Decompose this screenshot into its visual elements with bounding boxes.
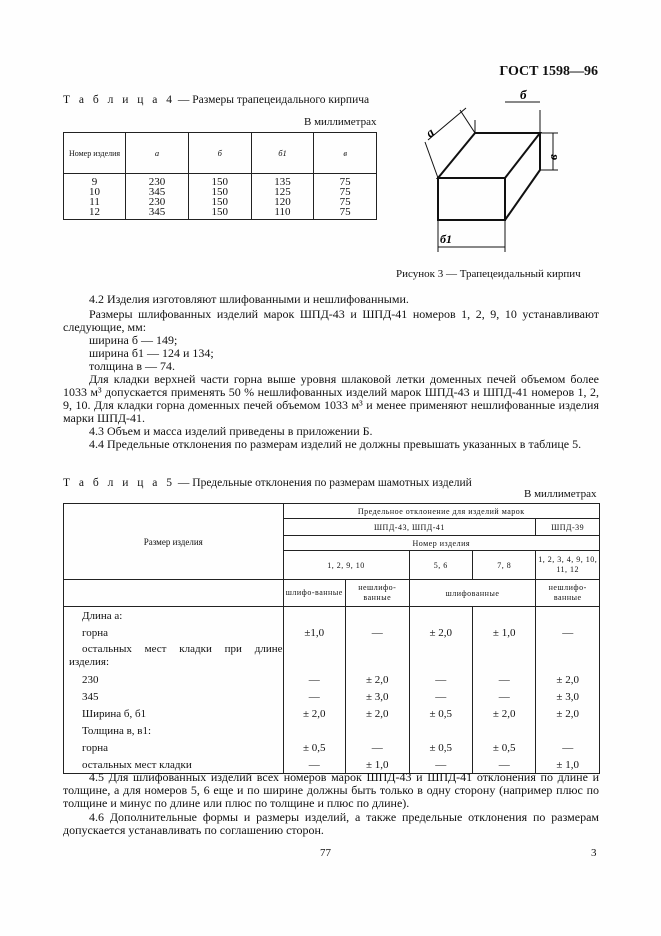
paragraph-4-4: 4.4 Предельные отклонения по размерам изделий не должны превышать указанных в таблице 5.	[89, 437, 582, 451]
row-label: Толщина в, в1:	[64, 722, 284, 739]
table-cell: ± 3,0	[536, 688, 600, 705]
table-cell: ± 0,5	[283, 739, 345, 756]
table-cell: —	[345, 624, 409, 641]
width-value: ширина б — 149;	[89, 333, 178, 347]
width1-value: ширина б1 — 124 и 134;	[89, 346, 214, 360]
table-cell: ± 2,0	[345, 705, 409, 722]
table-row	[64, 688, 600, 705]
table-cell: 230	[126, 174, 189, 188]
table5	[63, 503, 600, 774]
table5-header-n4: 1, 2, 3, 4, 9, 10, 11, 12	[536, 551, 600, 580]
table-cell: —	[283, 756, 345, 774]
table-cell: 230	[126, 197, 189, 207]
table-cell: —	[472, 688, 535, 705]
table-row	[64, 722, 600, 739]
row-label: Ширина б, б1	[64, 705, 284, 722]
table-cell: 110	[251, 207, 314, 220]
table-row	[64, 641, 600, 671]
table-cell: ± 1,0	[345, 756, 409, 774]
table-cell	[283, 641, 345, 671]
table-cell: 150	[188, 174, 251, 188]
table-cell: 135	[251, 174, 314, 188]
thickness-value: толщина в — 74.	[89, 359, 175, 373]
table4-header-a: а	[126, 133, 189, 174]
table-cell	[409, 607, 472, 625]
table-cell: ± 3,0	[345, 688, 409, 705]
table-cell: 75	[314, 174, 377, 188]
table-cell	[345, 722, 409, 739]
row-label: остальных мест кладки	[64, 756, 284, 774]
table-cell	[409, 722, 472, 739]
table-cell: ± 0,5	[472, 739, 535, 756]
label-a: а	[422, 124, 437, 141]
row-label: остальных мест кладки при длине изделия:	[64, 641, 284, 671]
table5-header-n3: 7, 8	[472, 551, 535, 580]
table5-header-unground2: нешлифо-ванные	[536, 580, 600, 607]
table-cell: 120	[251, 197, 314, 207]
table-cell	[536, 607, 600, 625]
table4-units: В миллиметрах	[304, 116, 377, 128]
table-cell: —	[283, 671, 345, 688]
table-cell	[472, 607, 535, 625]
table-cell: 12	[64, 207, 126, 220]
table-cell: 345	[126, 187, 189, 197]
row-label: горна	[64, 624, 284, 641]
brick-side-edge	[505, 133, 540, 220]
row-label: горна	[64, 739, 284, 756]
table-cell: —	[536, 624, 600, 641]
table-cell: —	[536, 739, 600, 756]
table-row	[64, 705, 600, 722]
table-cell: 345	[126, 207, 189, 220]
table-cell	[472, 641, 535, 671]
table4-caption-prefix: Т а б л и ц а 4	[63, 94, 176, 106]
table-cell: 11	[64, 197, 126, 207]
brick-top-face	[438, 133, 540, 178]
row-label: Длина а:	[64, 607, 284, 625]
table4-header-v: в	[314, 133, 377, 174]
row-label: 345	[64, 688, 284, 705]
table-row	[64, 624, 600, 641]
table5-header-shpd39: ШПД-39	[536, 519, 600, 536]
table-cell	[536, 641, 600, 671]
table-row	[64, 207, 377, 220]
table-cell: ± 0,5	[409, 739, 472, 756]
table-row	[64, 607, 600, 625]
table5-header-number: Номер изделия	[283, 536, 599, 551]
paragraph-4-5: 4.5 Для шлифованных изделий всех номеров марок ШПД-43 и ШПД-41 отклонения по длине и толщине, а для номеров 5, 6 еще и по ширине должны быть только в одну сторону (например плюс по толщине и минус по длине или плюс по толщине и плюс по длине).	[63, 770, 599, 810]
table-cell	[283, 607, 345, 625]
label-b1: б1	[440, 232, 452, 246]
table-cell: —	[409, 671, 472, 688]
table5-header-ground: шлифо-ванные	[283, 580, 345, 607]
table-cell: ± 2,0	[536, 671, 600, 688]
table5-header-shpd4341: ШПД-43, ШПД-41	[283, 519, 536, 536]
table5-header-ground2: шлифованные	[409, 580, 536, 607]
table5-header-deviation: Предельное отклонение для изделий марок	[283, 504, 599, 519]
standard-number: ГОСТ 1598—96	[499, 64, 598, 79]
paragraph-4-2: 4.2 Изделия изготовляют шлифованными и нешлифованными.	[89, 292, 409, 306]
table-cell: —	[472, 671, 535, 688]
table-cell	[409, 641, 472, 671]
table-row	[64, 739, 600, 756]
table-cell: 9	[64, 174, 126, 188]
table-cell	[345, 641, 409, 671]
table5-header-n2: 5, 6	[409, 551, 472, 580]
page-number-right: 3	[591, 847, 597, 859]
page-number-center: 77	[320, 847, 331, 859]
table5-caption-prefix: Т а б л и ц а 5	[63, 477, 176, 489]
table-cell: ± 2,0	[345, 671, 409, 688]
table5-units: В миллиметрах	[524, 488, 597, 500]
table-cell: —	[409, 688, 472, 705]
figure3-caption: Рисунок 3 — Трапецеидальный кирпич	[396, 268, 581, 280]
trapezoidal-brick-figure	[400, 80, 600, 260]
table5-caption-text: — Предельные отклонения по размерам шамотных изделий	[175, 477, 472, 489]
table-cell: ± 1,0	[536, 756, 600, 774]
table4-header-b1: б1	[251, 133, 314, 174]
table4-caption-text: — Размеры трапецеидального кирпича	[175, 94, 370, 106]
paragraph-4-6: 4.6 Дополнительные формы и размеры изделий, а также предельные отклонения по размерам допускается устанавливать по соглашению сторон.	[63, 810, 599, 837]
paragraph-4-2-sizes: Размеры шлифованных изделий марок ШПД-43 и ШПД-41 номеров 1, 2, 9, 10 устанавливают следующие, мм:	[63, 307, 599, 334]
table4-header-b: б	[188, 133, 251, 174]
table5-header-n1: 1, 2, 9, 10	[283, 551, 409, 580]
table-cell: ± 2,0	[536, 705, 600, 722]
table5-header-size: Размер изделия	[64, 504, 284, 580]
table-cell	[283, 722, 345, 739]
table-cell: 150	[188, 187, 251, 197]
table-cell: ± 2,0	[472, 705, 535, 722]
table-cell	[536, 722, 600, 739]
table5-header-unground: нешлифо-ванные	[345, 580, 409, 607]
table4-header-number: Номер изделия	[64, 133, 126, 174]
table-cell: —	[345, 739, 409, 756]
table-cell: ± 0,5	[409, 705, 472, 722]
paragraph-kladka: Для кладки верхней части горна выше уровня шлаковой летки доменных печей объемом более 1033 м³ допускается применять 50 % нешлифованных изделий марок ШПД-43 и ШПД-41 номеров 1, 2, 9, 10. Для кладки горна доменных печей объемом 1033 м³ и менее применяют нешлифованные изделия марки ШПД-41.	[63, 372, 599, 425]
paragraph-4-3: 4.3 Объем и масса изделий приведены в приложении Б.	[89, 424, 373, 438]
table-row	[64, 671, 600, 688]
table-cell: 125	[251, 187, 314, 197]
table4-caption	[63, 94, 369, 106]
table-cell: 150	[188, 197, 251, 207]
table-cell: 150	[188, 207, 251, 220]
table-row	[64, 174, 377, 188]
table-cell: ± 1,0	[472, 624, 535, 641]
table4	[63, 132, 377, 220]
label-b: б	[520, 87, 527, 102]
table-cell: ± 2,0	[409, 624, 472, 641]
table5-caption	[63, 477, 472, 489]
label-v: в	[545, 154, 560, 160]
table-cell	[472, 722, 535, 739]
table-cell: —	[409, 756, 472, 774]
table-cell: —	[283, 688, 345, 705]
brick-front-face	[438, 178, 505, 220]
table-cell: 75	[314, 187, 377, 197]
table-cell: —	[472, 756, 535, 774]
table-cell	[345, 607, 409, 625]
table-cell: 10	[64, 187, 126, 197]
table-cell: ±1,0	[283, 624, 345, 641]
table-cell: 75	[314, 207, 377, 220]
table-cell: 75	[314, 197, 377, 207]
row-label: 230	[64, 671, 284, 688]
table-cell: ± 2,0	[283, 705, 345, 722]
